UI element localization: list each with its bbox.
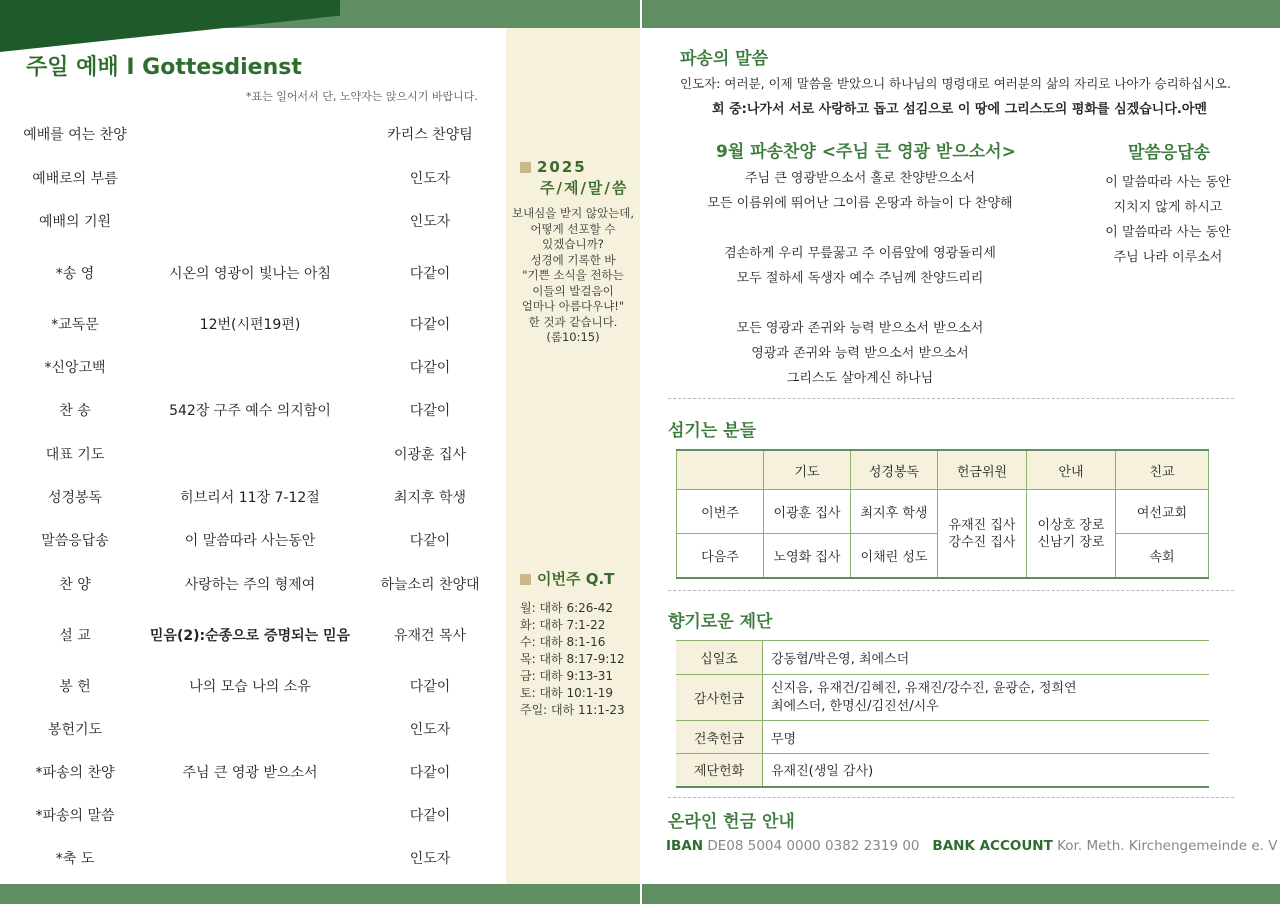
order-leader: 인도자 bbox=[409, 722, 451, 738]
theme-label: 주/제/말/씀 bbox=[540, 179, 629, 197]
square-bullet-icon bbox=[520, 574, 531, 585]
servers-title: 섬기는 분들 bbox=[668, 421, 757, 441]
offering-kind: 십일조 bbox=[676, 641, 763, 675]
qt-item: 목: 대하 8:17-9:12 bbox=[520, 652, 625, 666]
table-cell: 여선교회 bbox=[1116, 490, 1209, 534]
offering-line: 최에스더, 한명신/김진선/시우 bbox=[771, 698, 939, 714]
order-row bbox=[0, 259, 506, 289]
offering-kind: 건축헌금 bbox=[676, 721, 763, 754]
order-leader: 다같이 bbox=[409, 360, 451, 376]
square-bullet-icon bbox=[520, 162, 531, 173]
order-leader: 인도자 bbox=[409, 851, 451, 867]
online-title: 온라인 헌금 안내 bbox=[668, 812, 795, 832]
lyric-line: 모두 절하세 독생자 예수 주님께 찬양드리리 bbox=[736, 271, 984, 286]
lyric-line: 모든 이름위에 뛰어난 그이름 온땅과 하늘이 다 찬양해 bbox=[707, 196, 1013, 211]
order-part: *신앙고백 bbox=[44, 360, 106, 376]
table-header: 헌금위원 bbox=[938, 450, 1027, 490]
qt-item: 화: 대하 7:1-22 bbox=[520, 618, 606, 632]
order-title: 주일 예배 I Gottesdienst bbox=[26, 55, 302, 80]
order-leader: 유재건 목사 bbox=[393, 628, 467, 644]
qt-title: 이번주 Q.T bbox=[537, 570, 615, 588]
offerings-title: 향기로운 제단 bbox=[668, 612, 773, 632]
order-row bbox=[0, 758, 506, 788]
order-row bbox=[0, 844, 506, 874]
table-row bbox=[676, 641, 1209, 675]
order-content: 히브리서 11장 7-12절 bbox=[180, 490, 320, 506]
order-row bbox=[0, 483, 506, 513]
order-part: *파송의 찬양 bbox=[35, 765, 115, 781]
table-row bbox=[676, 675, 1209, 721]
order-part: 봉 헌 bbox=[59, 679, 91, 695]
order-content: 12번(시편19편) bbox=[199, 317, 301, 333]
order-content: 주님 큰 영광 받으소서 bbox=[182, 765, 318, 781]
response-title: 말씀응답송 bbox=[1128, 143, 1211, 163]
offering-names bbox=[763, 754, 1210, 787]
order-part: 예배로의 부름 bbox=[32, 171, 118, 187]
verse-line: 얼마나 아름다우냐!" bbox=[521, 299, 625, 313]
offering-team-member: 유재진 집사 bbox=[948, 517, 1016, 533]
order-content: 시온의 영광이 빛나는 아침 bbox=[168, 266, 332, 282]
qt-heading bbox=[520, 568, 614, 589]
table-row bbox=[676, 754, 1209, 787]
order-leader: 인도자 bbox=[409, 171, 451, 187]
divider bbox=[668, 797, 1234, 798]
iban-label: IBAN bbox=[666, 838, 704, 854]
lyric-line: 이 말씀따라 사는 동안 bbox=[1105, 225, 1231, 240]
order-row bbox=[0, 621, 506, 651]
table-cell: 최지후 학생 bbox=[851, 490, 938, 534]
verse-line: "기쁜 소식을 전하는 bbox=[522, 268, 624, 282]
servers-table bbox=[676, 449, 1209, 579]
order-leader: 최지후 학생 bbox=[393, 490, 467, 506]
table-header: 친교 bbox=[1116, 450, 1209, 490]
order-part: 설 교 bbox=[59, 628, 91, 644]
order-row bbox=[0, 164, 506, 194]
order-part: *교독문 bbox=[51, 317, 99, 333]
response-lyrics bbox=[1088, 170, 1248, 270]
order-leader: 다같이 bbox=[409, 765, 451, 781]
offering-line: 강동협/박은영, 최에스더 bbox=[771, 652, 910, 667]
lyric-line: 이 말씀따라 사는 동안 bbox=[1105, 175, 1231, 190]
order-row bbox=[0, 353, 506, 383]
lyric-line: 주님 큰 영광받으소서 홀로 찬양받으소서 bbox=[744, 171, 975, 186]
table-cell: 이채린 성도 bbox=[851, 534, 938, 579]
offering-names bbox=[763, 675, 1210, 721]
order-part: 봉헌기도 bbox=[47, 722, 103, 738]
account-value: Kor. Meth. Kirchengemeinde e. V bbox=[1057, 838, 1278, 854]
verse-line: (롬10:15) bbox=[546, 330, 600, 344]
order-row bbox=[0, 440, 506, 470]
order-content: 나의 모습 나의 소유 bbox=[189, 679, 311, 695]
theme-heading bbox=[520, 158, 587, 176]
order-leader: 다같이 bbox=[409, 317, 451, 333]
lyric-line bbox=[690, 216, 1030, 241]
order-row bbox=[0, 715, 506, 745]
order-content: 542장 구주 예수 의지함이 bbox=[169, 403, 331, 419]
order-leader: 다같이 bbox=[409, 533, 451, 549]
order-row bbox=[0, 396, 506, 426]
table-row bbox=[677, 490, 1209, 534]
top-banner-right bbox=[642, 0, 1280, 28]
order-part: 찬 송 bbox=[59, 403, 91, 419]
lyric-line: 주님 나라 이루소서 bbox=[1113, 250, 1223, 265]
order-content: 믿음(2):순종으로 증명되는 믿음 bbox=[149, 628, 351, 644]
order-row bbox=[0, 801, 506, 831]
offerings-table bbox=[676, 640, 1209, 788]
sending-title: 파송의 말씀 bbox=[680, 49, 769, 69]
offering-kind: 감사헌금 bbox=[676, 675, 763, 721]
qt-item: 토: 대하 10:1-19 bbox=[520, 686, 613, 700]
iban-value: DE08 5004 0000 0382 2319 00 bbox=[707, 838, 920, 854]
verse-line: 어떻게 선포할 수 bbox=[530, 221, 616, 236]
order-leader: 다같이 bbox=[409, 679, 451, 695]
order-note: *표는 일어서서 단, 노약자는 앉으시기 바랍니다. bbox=[246, 90, 478, 103]
order-leader: 다같이 bbox=[409, 808, 451, 824]
bank-info bbox=[666, 838, 1277, 854]
verse-line: 이들의 발걸음이 bbox=[532, 283, 614, 298]
usher: 이상호 장로 bbox=[1037, 517, 1105, 533]
offering-line: 무명 bbox=[771, 731, 797, 747]
song-lyrics bbox=[690, 166, 1030, 391]
order-row bbox=[0, 526, 506, 556]
order-row bbox=[0, 570, 506, 600]
offering-team-member: 강수진 집사 bbox=[948, 534, 1016, 550]
table-cell: 이광훈 집사 bbox=[764, 490, 851, 534]
order-part: 찬 양 bbox=[59, 577, 91, 593]
lyric-line: 겸손하게 우리 무릎꿇고 주 이름앞에 영광돌리세 bbox=[724, 246, 996, 261]
order-row bbox=[0, 310, 506, 340]
offering-team-cell bbox=[938, 490, 1027, 579]
order-content: 사랑하는 주의 형제여 bbox=[184, 577, 316, 593]
fold-line-bottom bbox=[640, 884, 642, 904]
fold-line-top bbox=[640, 0, 642, 28]
lyric-line: 지치지 않게 하시고 bbox=[1113, 200, 1223, 215]
divider bbox=[668, 590, 1234, 591]
qt-item: 수: 대하 8:1-16 bbox=[520, 635, 606, 649]
order-leader: 하늘소리 찬양대 bbox=[380, 577, 480, 593]
song-title: 9월 파송찬양 <주님 큰 영광 받으소서> bbox=[716, 142, 1016, 162]
offering-names bbox=[763, 721, 1210, 754]
table-cell bbox=[677, 450, 764, 490]
order-leader: 이광훈 집사 bbox=[393, 447, 467, 463]
theme-verse bbox=[508, 206, 638, 346]
order-part: 성경봉독 bbox=[47, 490, 103, 506]
order-part: *축 도 bbox=[55, 851, 95, 867]
table-cell: 속회 bbox=[1116, 534, 1209, 579]
ushers-cell bbox=[1027, 490, 1116, 579]
order-leader: 다같이 bbox=[409, 403, 451, 419]
offering-line: 유재진(생일 감사) bbox=[771, 764, 874, 780]
order-row bbox=[0, 207, 506, 237]
order-part: 예배를 여는 찬양 bbox=[23, 127, 127, 143]
table-header: 성경봉독 bbox=[851, 450, 938, 490]
table-header: 기도 bbox=[764, 450, 851, 490]
order-leader: 인도자 bbox=[409, 214, 451, 230]
row-label: 이번주 bbox=[677, 490, 764, 534]
table-header-row bbox=[677, 450, 1209, 490]
offering-kind: 제단헌화 bbox=[676, 754, 763, 787]
lyric-line: 그리스도 살아계신 하나님 bbox=[786, 371, 934, 386]
table-header: 안내 bbox=[1027, 450, 1116, 490]
middle-column bbox=[506, 28, 640, 884]
order-row bbox=[0, 672, 506, 702]
table-cell: 노영화 집사 bbox=[764, 534, 851, 579]
divider bbox=[668, 398, 1234, 399]
order-row bbox=[0, 120, 506, 150]
verse-line: 성경에 기록한 바 bbox=[530, 252, 616, 267]
lyric-line: 영광과 존귀와 능력 받으소서 받으소서 bbox=[751, 346, 969, 361]
row-label: 다음주 bbox=[677, 534, 764, 579]
verse-line: 보내심을 받지 않았는데, bbox=[511, 206, 635, 220]
lyric-line: 모든 영광과 존귀와 능력 받으소서 받으소서 bbox=[736, 321, 984, 336]
order-part: *송 영 bbox=[55, 266, 95, 282]
lyric-line bbox=[690, 291, 1030, 316]
offering-line: 신지음, 유재건/김혜진, 유재진/강수진, 윤광순, 정희연 bbox=[771, 680, 1077, 696]
qt-item: 금: 대하 9:13-31 bbox=[520, 669, 613, 683]
sending-people-line: 회 중:나가서 서로 사랑하고 돕고 섬김으로 이 땅에 그리스도의 평화를 심겠습니다.아멘 bbox=[712, 102, 1207, 117]
order-part: 예배의 기원 bbox=[38, 214, 112, 230]
verse-line: 한 것과 같습니다. bbox=[528, 314, 618, 329]
order-part: *파송의 말씀 bbox=[35, 808, 115, 824]
order-content: 이 말씀따라 사는동안 bbox=[184, 533, 316, 549]
sending-leader-line: 인도자: 여러분, 이제 말씀을 받았으니 하나님의 명령대로 여러분의 삶의 자리로 나아가 승리하십시오. bbox=[680, 76, 1231, 91]
usher: 신남기 장로 bbox=[1037, 534, 1105, 550]
offering-names bbox=[763, 641, 1210, 675]
table-row bbox=[676, 721, 1209, 754]
qt-item: 주일: 대하 11:1-23 bbox=[520, 703, 625, 717]
verse-line: 있겠습니까? bbox=[542, 237, 604, 251]
order-leader: 카리스 찬양팀 bbox=[387, 127, 473, 143]
qt-list bbox=[520, 600, 625, 719]
qt-item: 월: 대하 6:26-42 bbox=[520, 601, 613, 615]
theme-year: 2025 bbox=[537, 158, 587, 176]
account-label: BANK ACCOUNT bbox=[932, 838, 1053, 854]
order-part: 대표 기도 bbox=[45, 447, 105, 463]
order-part: 말씀응답송 bbox=[41, 533, 109, 549]
order-leader: 다같이 bbox=[409, 266, 451, 282]
